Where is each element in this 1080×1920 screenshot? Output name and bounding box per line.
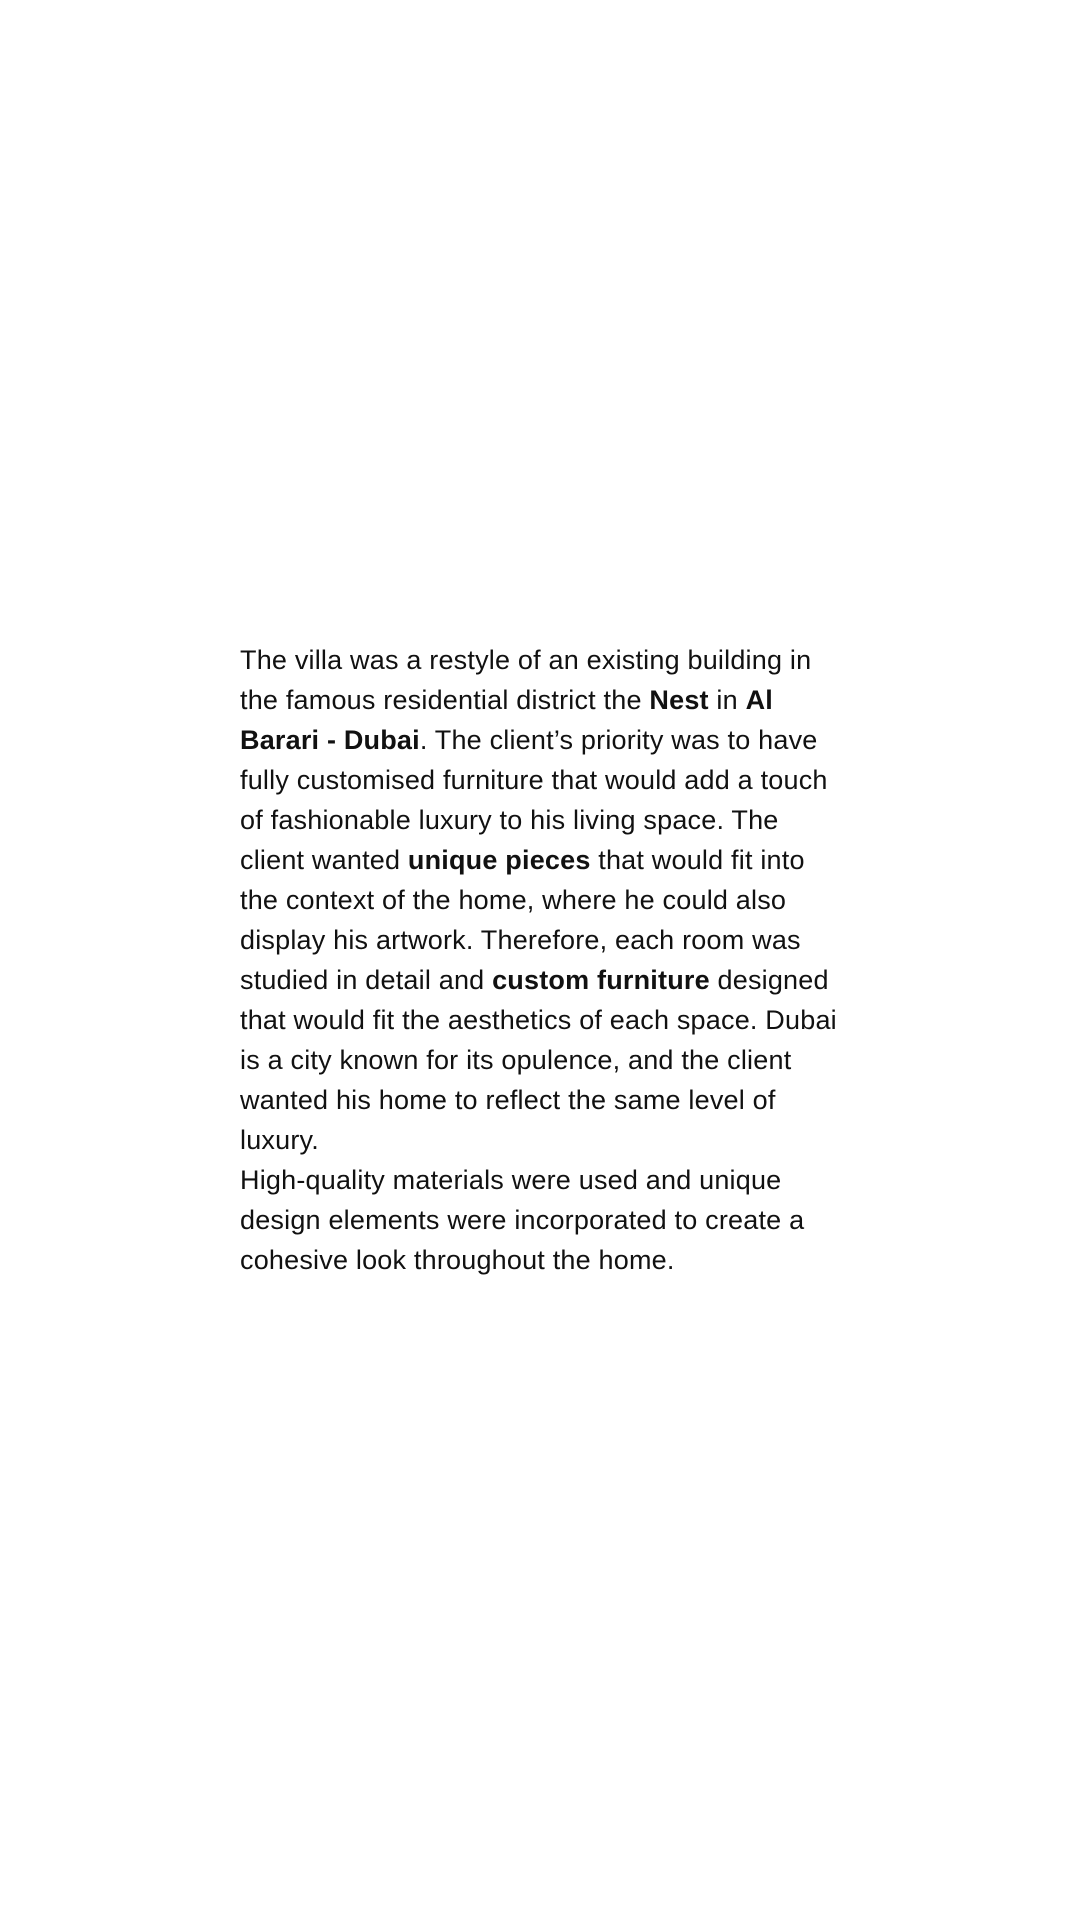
highlight-custom-furniture: custom furniture: [492, 965, 710, 995]
description-text: The villa was a restyle of an existing building in the famous residential district the: [240, 645, 812, 715]
description-text: designed that would fit the aesthetics of each space. Dubai is a city known for its opulence, and the client wanted his home to reflect the same level of luxury.: [240, 965, 837, 1155]
description-paragraph-2: High-quality materials were used and unique design elements were incorporated to create a cohesive look throughout the home.: [240, 1165, 805, 1275]
highlight-unique-pieces: unique pieces: [407, 845, 591, 875]
highlight-nest: Nest: [649, 685, 709, 715]
description-text: . The client’s priority was to have fully customised furniture that would add a touch of fashionable luxury to his living space. The client wanted: [240, 725, 828, 875]
description-text: that would fit into the context of the home, where he could also display his artwork. Therefore, each room was studied in detail and: [240, 845, 805, 995]
project-description: [240, 640, 850, 1280]
description-text: in: [708, 685, 746, 715]
description-paragraph-1: [240, 640, 850, 1160]
highlight-location: Al Barari - Dubai: [240, 685, 773, 755]
